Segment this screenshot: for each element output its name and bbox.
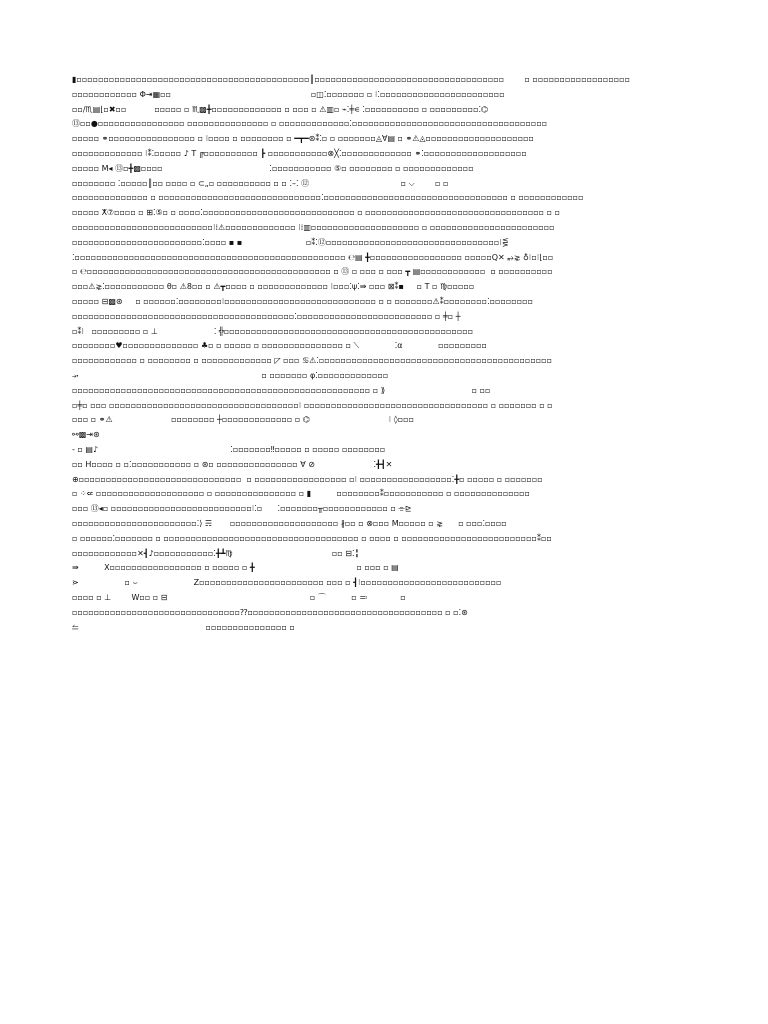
text-line: ▫▫▫▫▫▫▫▫▫▫▫▫▫▫▫▫▫▫▫▫▫▫▫▫▫▫▫▫▫▫▫▫▫▫▫▫▫▫▫▫▫▫▫▫▫▫▫▫▫▫▫▫▫▫▫ ▫ ⟫ ▫ ▫▫	[72, 385, 491, 395]
text-line: ▫▫▫▫▫ ⊟▩⊛ ▫ ▫▫▫▫▫▫⁚▫▫▫▫▫▫▫▫⁝▫▫▫▫▫▫▫▫▫▫▫▫▫▫▫▫▫▫▫▫▫▫▫▫▫▫▫▫ ▫ ▫ ▫▫▫▫▫▫▫⚠⁑▫▫▫▫▫▫▫▫⁚▫▫▫▫▫▫▫▫	[72, 297, 533, 306]
text-line: ▫▫▫▫▫ ⚭▫▫▫▫▫▫▫▫▫▫▫▫▫▫▫▫ ▫ ⁝▫▫▫▫ ▫ ▫▫▫▫▫▫▫▫ ▫ ━┳━⊛⁑⁚▫ ▫ ▫▫▫▫▫▫▫◬∀▤ ▫ ⚭⚠◬▫▫▫▫▫▫▫▫▫▫▫▫▫▫▫▫▫▫▫▫	[72, 134, 534, 144]
text-line: ▫▫▫▫▫ ⵅ⑦▫▫▫▫ ▫ ⊞⁚⑤▫ ▫ ▫▫▫▫⁚▫▫▫▫▫▫▫▫▫▫▫▫▫▫▫▫▫▫▫▫▫▫▫▫▫▫▫▫ ▫ ▫▫▫▫▫▫▫▫▫▫▫▫▫▫▫▫▫▫▫▫▫▫▫▫▫▫▫▫▫▫▫▫▫ ▫ ▫	[72, 208, 561, 218]
text-line: ⥪ ▫▫▫▫▫▫▫▫▫▫▫▫▫▫▫ ▫	[72, 622, 295, 632]
text-line: ▫▫▫▫▫▫▫▫▫▫▫▫▫▫▫▫▫▫▫▫▫▫▫▫⁚▫▫▫▫ ▪ ▪ ▫⁑⁚⑫▫▫▫▫▫▫▫▫▫▫▫▫▫▫▫▫▫▫▫▫▫▫▫▫▫▫▫▫▫▫▫▫⁝⋚	[72, 237, 509, 247]
text-line: ▫▫▫▫▫▫▫▫▫▫▫▫▫▫▫▫▫▫▫▫▫▫▫▫▫▫⁝⁞⚠▫▫▫▫▫▫▫▫▫▫▫▫▫ ⁝⁞▥▫▫▫▫▫▫▫▫▫▫▫▫▫▫▫▫▫▫▫▫ ▫ ▫▫▫▫▫▫▫▫▫▫▫▫▫▫▫▫▫▫▫▫▫▫▫	[72, 223, 555, 232]
text-line: ▫▫▫▫▫▫▫▫▫▫▫▫✕┫♪▫▫▫▫▫▫▫▫▫▫▫⁚╋┻♍ ▫▫ ⊟⁚╏	[72, 548, 360, 558]
text-line: ▫▫▫▫▫▫▫▫▫▫▫▫▫▫▫▫▫▫▫▫▫▫▫⁚⟩ ☴ ▫▫▫▫▫▫▫▫▫▫▫▫▫▫▫▫▫▫▫▫ ∦▫▫ ▫ ⊗▫▫▫ M▫▫▫▫▫ ▫ ⋧ ▫ ▫▫▫⁚▫▫▫▫	[72, 519, 507, 528]
text-line: ▫▫▫⚠⋧⁚▫▫▫▫▫▫▫▫▫▫▫ θ▫ ⚠8▫▫ ▫ ⚠┳▫▫▫▫ ▫ ▫▫▫▫▫▫▫▫▫▫▫▫▫ ⁝▫▫▫⁚ψ⁚⇛ ▫▫▫ ⊠⁑▪ ▫ T ▫ ♍▫▫▫▫▫	[72, 282, 475, 292]
text-line: ▫▫▫▫▫▫▫▫▫▫▫▫▫▫▫▫▫▫▫▫▫▫▫▫▫▫▫▫▫▫▫⁇▫▫▫▫▫▫▫▫▫▫▫▫▫▫▫▫▫▫▫▫▫▫▫▫▫▫▫▫▫▫▫▫▫▫▫▫ ▫ ▫⁚⊛	[72, 607, 468, 617]
text-line: ▫▫▫▫ ▫ ⊥ W▫▫ ▫ ⊟ ▫ ⌒ ▫ ≕ ▫	[72, 593, 406, 602]
text-line: ▫⁑⁝ ▫▫▫▫▫▫▫▫▫ ▫ ⊥ ⁚ ╬▫▫▫▫▫▫▫▫▫▫▫▫▫▫▫▫▫▫▫▫▫▫▫▫▫▫▫▫▫▫▫▫▫▫▫▫▫▫▫▫▫▫▫▫▫▫	[72, 326, 474, 336]
text-line: ▫ ℮▫▫▫▫▫▫▫▫▫▫▫▫▫▫▫▫▫▫▫▫▫▫▫▫▫▫▫▫▫▫▫▫▫▫▫▫▫▫▫▫▫▫▫▫▫ ▫ ⑬ ▫ ▫▫▫ ▫ ▫▫▫ ┳ ▤▫▫▫▫▫▫▫▫▫▫▫▫ ▫ ▫▫▫▫▫▫▫▫▫▫	[72, 267, 553, 277]
text-line: - ▫ ▤♪ ⁚▫▫▫▫▫▫▫‼▫▫▫▫▫ ▫ ▫▫▫▫▫ ▫▫▫▫▫▫▫▫	[72, 445, 386, 454]
text-line: ▫ ⁘⇍ ▫▫▫▫▫▫▫▫▫▫▫▫▫▫▫▫▫▫▫▫ ▫ ▫▫▫▫▫▫▫▫▫▫▫▫▫▫▫ ▫ ▮ ▫▫▫▫▫▫▫▫⁑▫▫▫▫▫▫▫▫▫▫▫ ▫ ▫▫▫▫▫▫▫▫▫▫▫▫▫▫	[72, 489, 530, 499]
text-line: ⑬▫▫●▫▫▫▫▫▫▫▫▫▫▫▫▫▫▫▫ ▫▫▫▫▫▫▫▫▫▫▫▫▫▫▫ ▫ ▫▫▫▫▫▫▫▫▫▫▫▫▫⁚▫▫▫▫▫▫▫▫▫▫▫▫▫▫▫▫▫▫▫▫▫▫▫▫▫▫▫▫▫▫▫▫▫▫▫▫	[72, 119, 548, 129]
text-line: ▫▫▫▫▫▫▫▫▫▫▫▫ ▫ ▫▫▫▫▫▫▫▫ ▫ ▫▫▫▫▫▫▫▫▫▫▫▫▫ ◸ ▫▫▫ ♋⚠⁚▫▫▫▫▫▫▫▫▫▫▫▫▫▫▫▫▫▫▫▫▫▫▫▫▫▫▫▫▫▫▫▫▫▫▫▫▫▫▫▫▫▫▫	[72, 356, 553, 366]
text-line: ▫╪▫ ▫▫▫ ▫▫▫▫▫▫▫▫▫▫▫▫▫▫▫▫▫▫▫▫▫▫▫▫▫▫▫▫▫▫▫▫▫▫▫⁝ ▫▫▫▫▫▫▫▫▫▫▫▫▫▫▫▫▫▫▫▫▫▫▫▫▫▫▫▫▫▫▫▫▫▫ ▫ ▫▫▫▫▫▫▫ ▫ ▫	[72, 400, 553, 410]
text-line: ⋗ ▫ ⌣ Z▫▫▫▫▫▫▫▫▫▫▫▫▫▫▫▫▫▫▫▫▫▫▫ ▫▫▫ ▫ ┫⁝▫▫▫▫▫▫▫▫▫▫▫▫▫▫▫▫▫▫▫▫▫▫▫▫▫▫	[72, 578, 502, 588]
text-line: ▫ ▫▫▫▫▫▫⁚▫▫▫▫▫▫▫ ▫ ▫▫▫▫▫▫▫▫▫▫▫▫▫▫▫▫▫▫▫▫▫▫▫▫▫▫▫▫▫▫▫▫▫▫▫▫ ▫ ▫▫▫▫ ▫ ▫▫▫▫▫▫▫▫▫▫▫▫▫▫▫▫▫▫▫▫▫▫▫▫▫⁑▫▫	[72, 533, 552, 543]
text-line: ▫▫▫▫▫▫▫▫▫▫▫▫▫▫ ▫ ▫▫▫▫▫▫▫▫▫▫▫▫▫▫▫▫▫▫▫▫▫▫▫▫▫▫▫▫▫▫⁚▫▫▫▫▫▫▫▫▫▫▫▫▫▫▫▫▫▫▫▫▫▫▫▫▫▫▫▫▫▫▫▫▫▫ ▫ ▫▫▫▫▫▫▫▫▫▫▫▫	[72, 193, 584, 203]
text-line: ⤞ ▫ ▫▫▫▫▫▫▫ φ⁚▫▫▫▫▫▫▫▫▫▫▫▫▫	[72, 371, 389, 380]
document-text-block	[72, 72, 698, 632]
text-line: ▫▫▫▫▫▫▫▫▫▫▫▫▫ ⁝⁑⁚▫▫▫▫▫ ♪ T ╔▫▫▫▫▫▫▫▫▫▫ ┣ ▫▫▫▫▫▫▫▫▫▫▫⊗╳⁚▫▫▫▫▫▫▫▫▫▫▫▫▫ ⚭⁚▫▫▫▫▫▫▫▫▫▫▫▫▫▫▫▫▫▫▫	[72, 149, 527, 158]
text-line: ⇛ X▫▫▫▫▫▫▫▫▫▫▫▫▫▫▫▫▫ ▫ ▫▫▫▫▫ ▫ ╋ ▫ ▫▫▫ ▫ ▤	[72, 563, 399, 573]
text-line: ▫▫▫ ▫ ⚭⚠ ▫▫▫▫▫▫▫▫ ┼▫▫▫▫▫▫▫▫▫▫▫▫▫ ▫ ⌬ ⁝ ◊▫▫▫	[72, 415, 414, 425]
text-line: ▫▫▫▫▫▫▫▫ ⁚▫▫▫▫▫║▫▫ ▫▫▫▫ ▫ ⊂„▫ ▫▫▫▫▫▫▫▫▫▫ ▫ ▫ ⁚–⁚ ⑫ ▫ ⌵ ▫ ▫	[72, 178, 449, 188]
text-line: ▫▫▫▫▫ M◂ ⑬▫╋▩▫▫▫▫ ⁚▫▫▫▫▫▫▫▫▫▫▫ ⑤▫ ▫▫▫▫▫▫▫▫ ▫ ▫▫▫▫▫▫▫▫▫▫▫▫▫	[72, 163, 474, 173]
text-line: ▫▫▫ ⑬◂▫ ▫▫▫▫▫▫▫▫▫▫▫▫▫▫▫▫▫▫▫▫▫▫▫▫▫▫⁝⁚▫ ⁚▫▫▫▫▫▫▫╥▫▫▫▫▫▫▫▫▫▫▫▫ ▫ ⌯⊵	[72, 504, 412, 514]
text-line: ▫▫▫▫▫▫▫▫♥▫▫▫▫▫▫▫▫▫▫▫▫▫▫ ♣▫ ▫ ▫▫▫▫▫ ▫ ▫▫▫▫▫▫▫▫▫▫▫▫▫▫▫ ▫ ⟍ ⁚α ▫▫▫▫▫▫▫▫▫	[72, 341, 487, 351]
text-line: ⁚▫▫▫▫▫▫▫▫▫▫▫▫▫▫▫▫▫▫▫▫▫▫▫▫▫▫▫▫▫▫▫▫▫▫▫▫▫▫▫▫▫▫▫▫▫▫▫▫▫▫ ℮▤ ╋▫▫▫▫▫▫▫▫▫▫▫▫▫▫▫▫▫ ▫▫▫▫▫Q✕ ⥵⋧ ♁⁝▫⁝⌊▫▫	[72, 252, 554, 262]
text-line: ▫▫▫▫▫▫▫▫▫▫▫▫▫▫▫▫▫▫▫▫▫▫▫▫▫▫▫▫▫▫▫▫▫▫▫▫▫▫▫▫▫⁚▫▫▫▫▫▫▫▫▫▫▫▫▫▫▫▫▫▫▫▫▫▫▫▫▫ ▫ ╪▫ ┼	[72, 311, 461, 321]
text-line: ⊕▫▫▫▫▫▫▫▫▫▫▫▫▫▫▫▫▫▫▫▫▫▫▫▫▫▫▫▫▫▫ ▫ ▫▫▫▫▫▫▫▫▫▫▫▫▫▫▫▫▫ ▫⁝ ▫▫▫▫▫▫▫▫▫▫▫▫▫▫▫▫▫⁚╋▫ ▫▫▫▫▫ ▫ ▫▫▫▫▫▫▫	[72, 474, 543, 484]
text-line: ▮▫▫▫▫▫▫▫▫▫▫▫▫▫▫▫▫▫▫▫▫▫▫▫▫▫▫▫▫▫▫▫▫▫▫▫▫▫▫▫▫▫▫▫║▫▫▫▫▫▫▫▫▫▫▫▫▫▫▫▫▫▫▫▫▫▫▫▫▫▫▫▫▫▫▫▫▫▫▫ ▫ ▫▫▫▫▫▫▫▫▫▫▫▫▫▫▫▫▫▫	[72, 75, 631, 84]
text-line: ▫▫/♏▤⌊▫✖▫▫ ▫▫▫▫▫ ▫ ♏▩╋▫▫▫▫▫▫▫▫▫▫▫▫▫ ▫ ▫▫▫ ▫ ⚠▥▫ ⌁⁚╪∊ ⁚▫▫▫▫▫▫▫▫▫▫ ▫ ▫▫▫▫▫▫▫▫▫⁚⌬	[72, 104, 489, 114]
text-line: ▫▫ H▫▫▫▫ ▫ ▫⁚▫▫▫▫▫▫▫▫▫▫▫ ▫ ⊛▫ ▫▫▫▫▫▫▫▫▫▫▫▫▫▫▫ ∀ ⊘ ⁚╋┫✕	[72, 459, 393, 469]
text-line: ▫▫▫▫▫▫▫▫▫▫▫▫ Φ⇥▦▫▫ ▫◫⁚▫▫▫▫▫▫▫ ▫ ⁝⁚▫▫▫▫▫▫▫▫▫▫▫▫▫▫▫▫▫▫▫▫▫▫▫	[72, 89, 505, 99]
text-line: ⚯▩⇥⊛	[72, 430, 100, 440]
